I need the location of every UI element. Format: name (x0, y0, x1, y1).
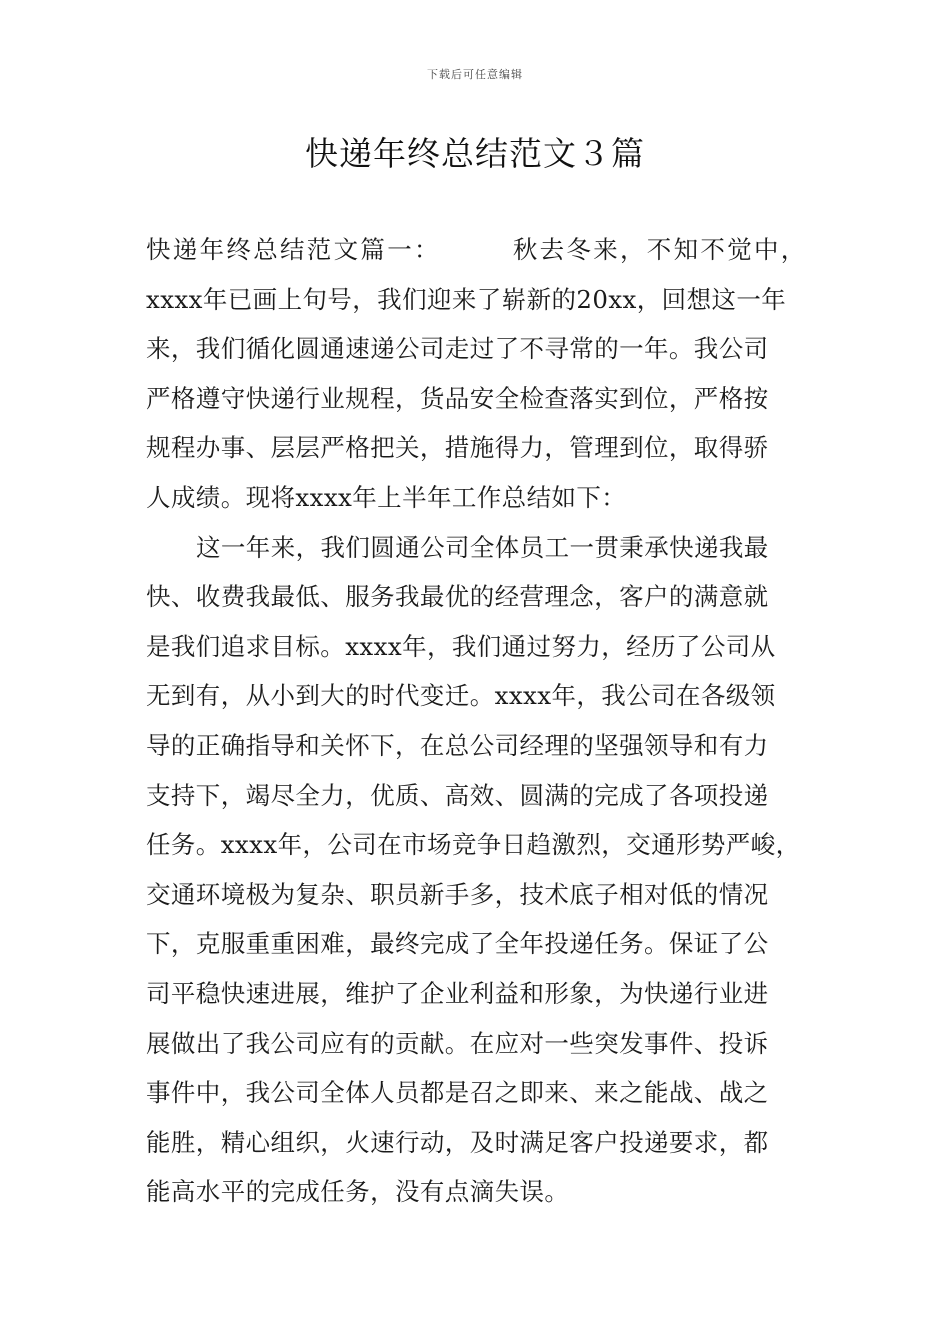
document-body (146, 225, 826, 1217)
paragraph-text: 秋去冬来，不知不觉中， (512, 235, 808, 264)
paragraph-line: 导的正确指导和关怀下，在总公司经理的坚强领导和有力 (146, 730, 769, 760)
paragraph-line: 能高水平的完成任务，没有点滴失误。 (146, 1177, 570, 1207)
paragraph-line: 展做出了我公司应有的贡献。在应对一些突发事件、投诉 (146, 1028, 769, 1058)
paragraph-line (146, 225, 826, 275)
paragraph-line: 司平稳快速进展，维护了企业利益和形象，为快递行业进 (146, 978, 769, 1008)
document-title: 快递年终总结范文３篇 (305, 134, 645, 173)
paragraph-line: 交通环境极为复杂、职员新手多，技术底子相对低的情况 (146, 879, 769, 909)
paragraph-line: 人成绩。现将xxxx年上半年工作总结如下： (146, 482, 627, 512)
paragraph-line: 来，我们循化圆通速递公司走过了不寻常的一年。我公司 (146, 334, 769, 364)
paragraph-line: 事件中，我公司全体人员都是召之即来、来之能战、战之 (146, 1078, 769, 1108)
paragraph-line: 是我们追求目标。xxxx年，我们通过努力，经历了公司从 (146, 631, 776, 661)
paragraph-line: xxxx年已画上句号，我们迎来了崭新的20xx，回想这一年 (146, 284, 787, 314)
paragraph-line: 规程办事、层层严格把关，措施得力，管理到位，取得骄 (146, 433, 769, 463)
paragraph-line: 支持下，竭尽全力，优质、高效、圆满的完成了各项投递 (146, 780, 769, 810)
paragraph-line: 任务。xxxx年，公司在市场竞争日趋激烈，交通形势严峻， (146, 830, 801, 860)
header-note: 下载后可任意编辑 (427, 68, 523, 81)
paragraph-line: 严格遵守快递行业规程，货品安全检查落实到位，严格按 (146, 383, 769, 413)
section-heading: 快递年终总结范文篇一： (146, 235, 441, 264)
paragraph-line: 无到有，从小到大的时代变迁。xxxx年，我公司在各级领 (146, 681, 776, 711)
paragraph-line: 能胜，精心组织，火速行动，及时满足客户投递要求，都 (146, 1127, 769, 1157)
paragraph-line: 快、收费我最低、服务我最优的经营理念，客户的满意就 (146, 582, 769, 612)
paragraph-line: 这一年来，我们圆通公司全体员工一贯秉承快递我最 (196, 532, 769, 562)
paragraph-line: 下，克服重重困难，最终完成了全年投递任务。保证了公 (146, 929, 769, 959)
